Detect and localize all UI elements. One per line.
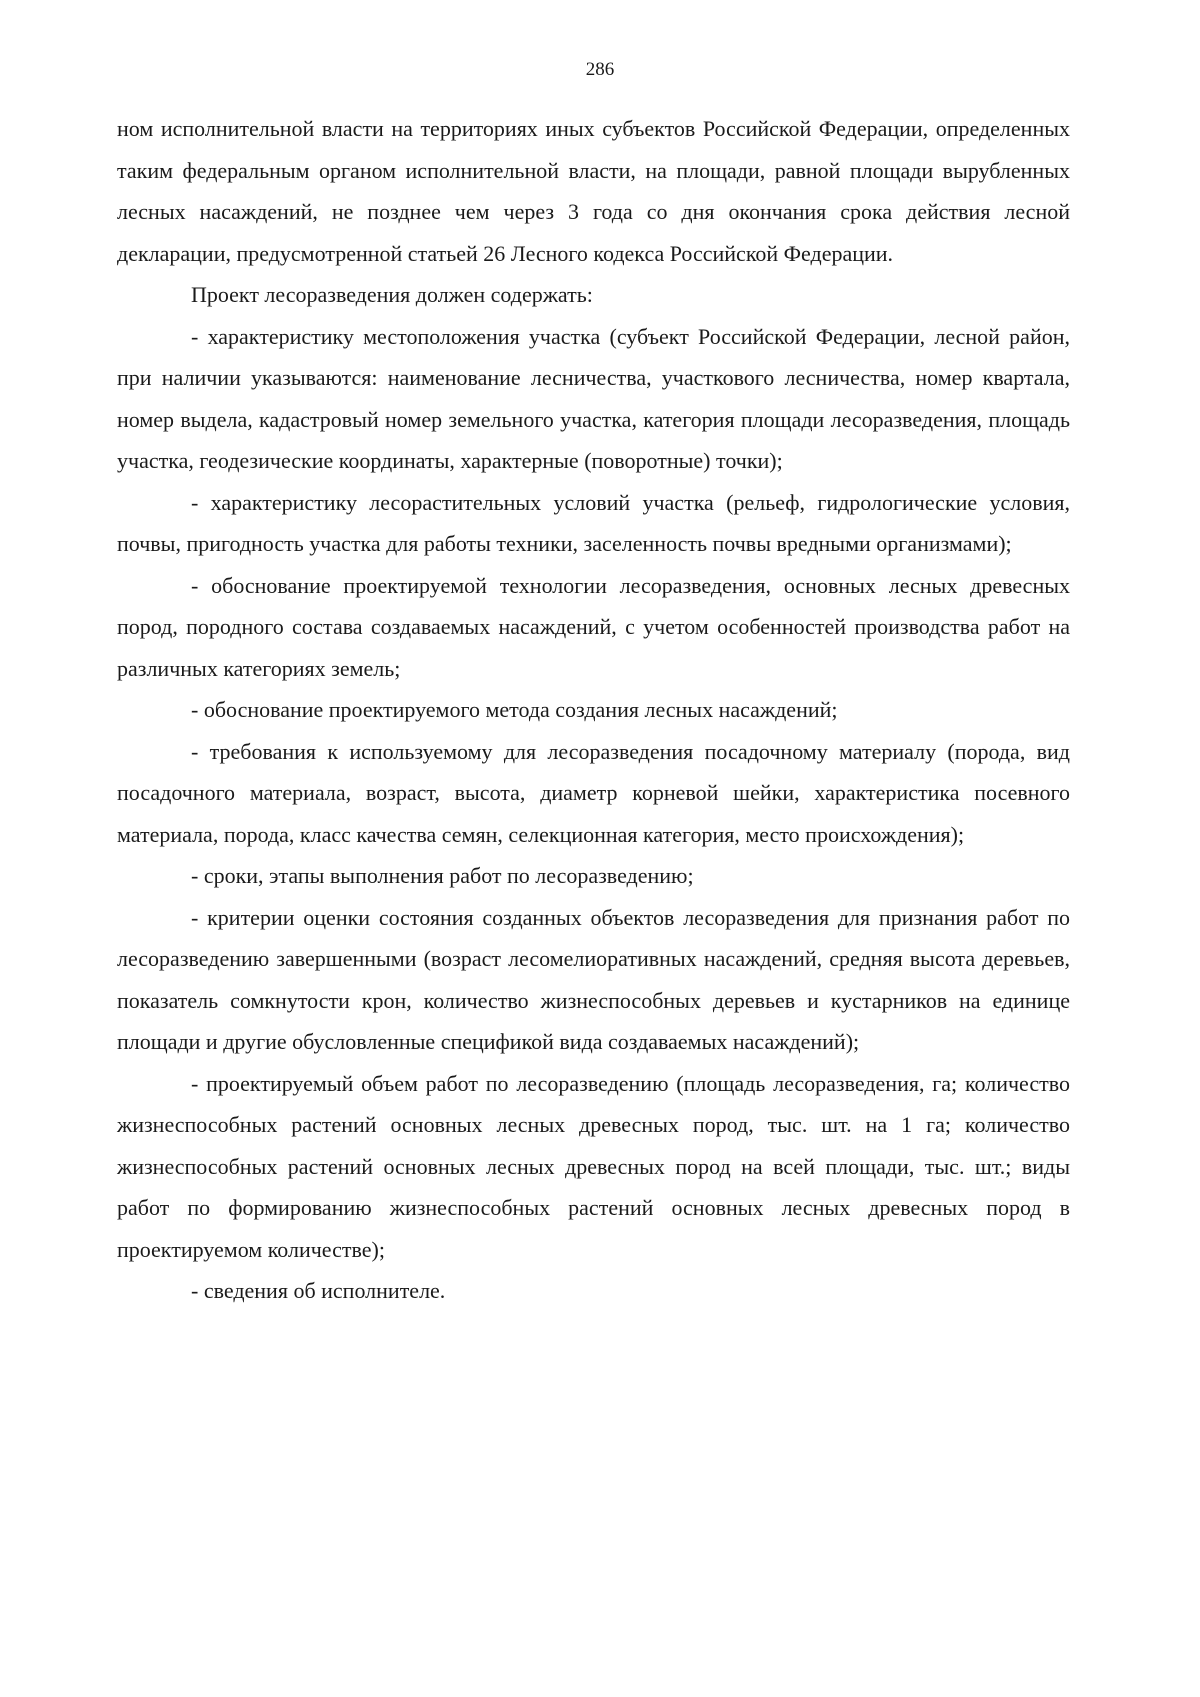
list-item-method-justification: - обоснование проектируемого метода создания лесных насаждений; <box>191 697 838 722</box>
list-item-timing: - сроки, этапы выполнения работ по лесоразведению; <box>191 863 694 888</box>
list-item-planting-material: - требования к используемому для лесоразведения посадочному материалу (порода, вид посадочного материала, возраст, высота, диаметр корневой шейки, характеристика посевного материала, порода, класс качества семян, селекционная категория, место происхождения); <box>117 738 1070 847</box>
list-item-technology-justification: - обоснование проектируемой технологии лесоразведения, основных лесных древесных пород, породного состава создаваемых насаждений, с учетом особенностей производства работ на различных категориях земель; <box>117 572 1070 681</box>
document-body <box>117 108 1070 1312</box>
page-number: 286 <box>585 59 615 80</box>
paragraph-project-intro: Проект лесоразведения должен содержать: <box>191 282 593 307</box>
list-item-contractor-info: - сведения об исполнителе. <box>191 1278 446 1303</box>
list-item-growing-conditions: - характеристику лесорастительных условий участка (рельеф, гидрологические условия, почвы, пригодность участка для работы техники, заселенность почвы вредными организмами); <box>117 489 1070 556</box>
list-item-location: - характеристику местоположения участка (субъект Российской Федерации, лесной район, при наличии указываются: наименование лесничества, участкового лесничества, номер квартала, номер выдела, кадастровый номер земельного участка, категория площади лесоразведения, площадь участка, геодезические координаты, характерные (поворотные) точки); <box>117 323 1070 473</box>
list-item-work-volume: - проектируемый объем работ по лесоразведению (площадь лесоразведения, га; количество жизнеспособных растений основных лесных древесных пород, тыс. шт. на 1 га; количество жизнеспособных растений основных лесных древесных пород на всей площади, тыс. шт.; виды работ по формированию жизнеспособных растений основных лесных древесных пород в проектируемом количестве); <box>117 1070 1070 1262</box>
list-item-assessment-criteria: - критерии оценки состояния созданных объектов лесоразведения для признания работ по лесоразведению завершенными (возраст лесомелиоративных насаждений, средняя высота деревьев, показатель сомкнутости крон, количество жизнеспособных деревьев и кустарников на единице площади и другие обусловленные спецификой вида создаваемых насаждений); <box>117 904 1070 1054</box>
paragraph-continuation: ном исполнительной власти на территориях иных субъектов Российской Федерации, определенных таким федеральным органом исполнительной власти, на площади, равной площади вырубленных лесных насаждений, не позднее чем через 3 года со дня окончания срока действия лесной декларации, предусмотренной статьей 26 Лесного кодекса Российской Федерации. <box>117 116 1070 266</box>
